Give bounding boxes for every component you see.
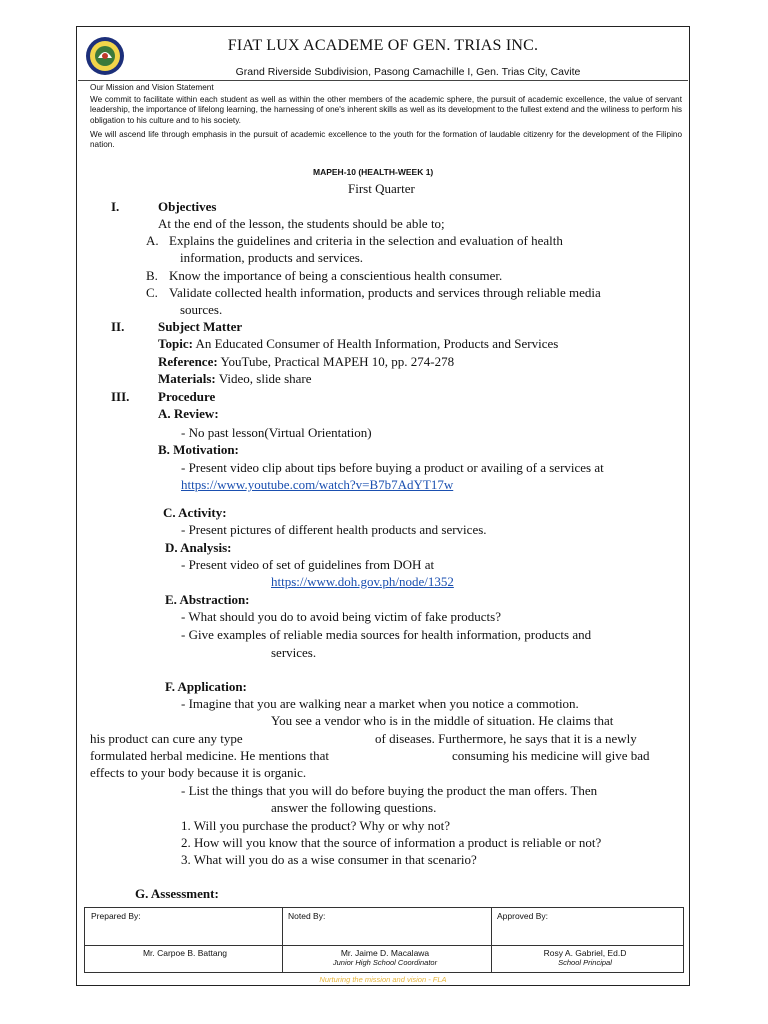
application-heading: F. Application: — [165, 679, 247, 694]
noted-by-name: Mr. Jaime D. Macalawa — [340, 948, 430, 958]
footer-motto: Nurturing the mission and vision - FLA — [319, 975, 447, 984]
application-text: - Imagine that you are walking near a market when you notice a commotion. — [181, 696, 579, 711]
quarter-title: First Quarter — [348, 181, 415, 196]
approved-by-label: Approved By: — [497, 911, 549, 921]
application-text: his product can cure any type — [90, 731, 243, 746]
review-item: - No past lesson(Virtual Orientation) — [181, 425, 372, 440]
reference-label: Reference: — [158, 354, 218, 369]
noted-by-role: Junior High School Coordinator — [332, 958, 438, 967]
reference-line — [158, 354, 454, 370]
objective-c-cont: sources. — [180, 302, 223, 317]
school-header — [78, 28, 688, 81]
topic-label: Topic: — [158, 336, 193, 351]
section-title-procedure: Procedure — [158, 389, 216, 404]
list-marker: A. — [146, 233, 159, 248]
materials-label: Materials: — [158, 371, 216, 386]
application-text: answer the following questions. — [271, 800, 437, 815]
section-title-objectives: Objectives — [158, 199, 217, 214]
section-number: I. — [111, 199, 120, 214]
analysis-heading: D. Analysis: — [165, 540, 232, 555]
application-text: consuming his medicine will give bad — [452, 748, 650, 763]
course-title: MAPEH-10 (HEALTH-WEEK 1) — [313, 167, 434, 177]
abstraction-item-cont: services. — [271, 645, 317, 660]
vision-paragraph: We will ascend life through emphasis in the pursuit of academic excellence to the youth for the formation of laudable citizenry for the development of the Filipino nation. — [90, 130, 682, 150]
mission-paragraph: We commit to facilitate within each student as well as within the other members of the academic sphere, the pursuit of academic excellence, the value of servant leadership, the importance of lifelong learning, the harnessing of one's inherent skills as well as its development to the fullest extend and the wiliness to perform his obligation to his culture and to his society. — [90, 95, 682, 125]
approved-by-name: Rosy A. Gabriel, Ed.D — [543, 948, 627, 958]
assessment-heading: G. Assessment: — [135, 886, 219, 901]
application-text: formulated herbal medicine. He mentions that — [90, 748, 329, 763]
mission-heading: Our Mission and Vision Statement — [90, 83, 214, 92]
application-text: of diseases. Furthermore, he says that it is a newly — [375, 731, 637, 746]
list-marker: B. — [146, 268, 158, 283]
objective-a: Explains the guidelines and criteria in the selection and evaluation of health — [169, 233, 563, 248]
topic-value: An Educated Consumer of Health Information, Products and Services — [195, 336, 559, 351]
approved-by-role: School Principal — [558, 958, 612, 967]
abstraction-item: - Give examples of reliable media sources for health information, products and — [181, 627, 592, 642]
school-address: Grand Riverside Subdivision, Pasong Camachille I, Gen. Trias City, Cavite — [235, 66, 581, 78]
question-item: 3. What will you do as a wise consumer in that scenario? — [181, 852, 477, 867]
objective-b: Know the importance of being a conscientious health consumer. — [169, 268, 503, 283]
section-title-subject-matter: Subject Matter — [158, 319, 243, 334]
signature-label-row — [85, 908, 683, 946]
motivation-item: - Present video clip about tips before buying a product or availing of a services at — [181, 460, 604, 475]
objective-c: Validate collected health information, products and services through reliable media — [169, 285, 601, 300]
noted-by-label: Noted By: — [288, 911, 326, 921]
application-text: effects to your body because it is organic. — [90, 765, 307, 780]
review-heading: A. Review: — [158, 406, 219, 421]
application-text: - List the things that you will do before buying the product the man offers. Then — [181, 783, 598, 798]
doh-link[interactable]: https://www.doh.gov.ph/node/1352 — [271, 574, 454, 589]
topic-line — [158, 336, 558, 352]
table-divider — [282, 908, 283, 972]
question-item: 1. Will you purchase the product? Why or why not? — [181, 818, 451, 833]
signature-table — [84, 907, 684, 973]
motivation-heading: B. Motivation: — [158, 442, 239, 457]
school-name: FIAT LUX ACADEME OF GEN. TRIAS INC. — [227, 37, 539, 54]
section-number: III. — [111, 389, 130, 404]
application-text: You see a vendor who is in the middle of situation. He claims that — [271, 713, 614, 728]
prepared-by-name: Mr. Carpoe B. Battang — [142, 948, 228, 958]
question-item: 2. How will you know that the source of information a product is reliable or not? — [181, 835, 602, 850]
abstraction-heading: E. Abstraction: — [165, 592, 250, 607]
prepared-by-label: Prepared By: — [91, 911, 141, 921]
reference-value: YouTube, Practical MAPEH 10, pp. 274-278 — [220, 354, 455, 369]
materials-line — [158, 371, 312, 387]
section-number: II. — [111, 319, 125, 334]
objective-a-cont: information, products and services. — [180, 250, 364, 265]
youtube-link[interactable]: https://www.youtube.com/watch?v=B7b7AdYT17w — [181, 477, 454, 492]
activity-item: - Present pictures of different health products and services. — [181, 522, 487, 537]
abstraction-item: - What should you do to avoid being victim of fake products? — [181, 609, 501, 624]
objectives-intro: At the end of the lesson, the students should be able to; — [158, 216, 445, 231]
list-marker: C. — [146, 285, 158, 300]
activity-heading: C. Activity: — [163, 505, 227, 520]
analysis-item: - Present video of set of guidelines from DOH at — [181, 557, 435, 572]
materials-value: Video, slide share — [218, 371, 312, 386]
